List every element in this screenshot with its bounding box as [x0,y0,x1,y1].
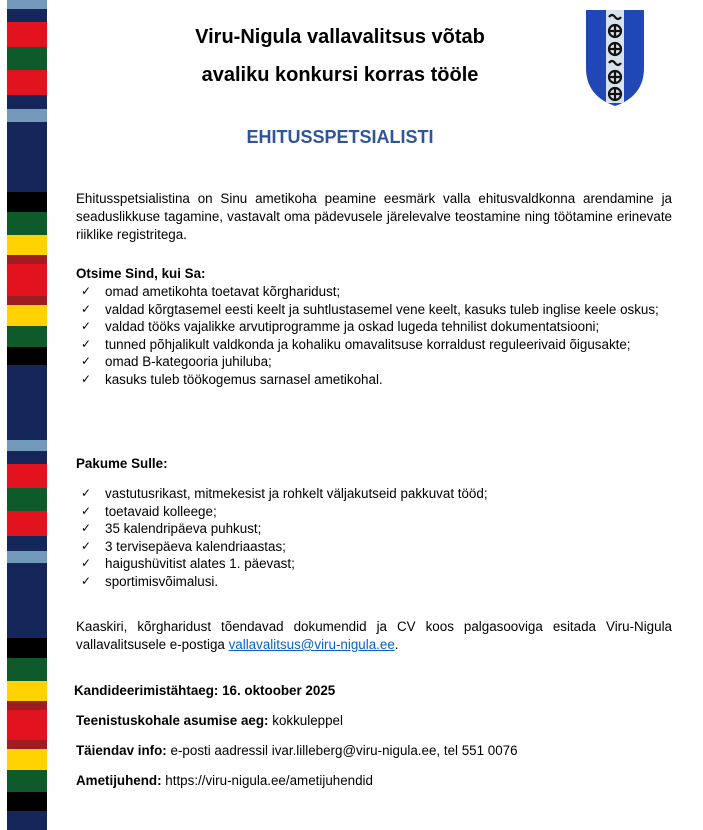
checkmark-icon: ✓ [81,573,92,588]
checkmark-icon: ✓ [81,336,92,351]
info-row: Täiendav info: e-posti aadressil ivar.lilleberg@viru-nigula.ee, tel 551 0076 [76,743,518,758]
stripe-band-lightblue [7,109,47,122]
checkmark-icon: ✓ [81,521,92,536]
stripe-band-red [7,22,47,47]
offer-heading: Pakume Sulle: [76,456,168,471]
stripe-band-yellow [7,305,47,326]
stripe-band-darkred [7,740,47,749]
checkmark-icon: ✓ [81,354,92,369]
stripe-band-black [7,192,47,212]
list-item: ✓ 35 kalendripäeva puhkust; [81,521,262,537]
stripe-band-lightblue [7,0,47,9]
stripe-band-red [7,464,47,488]
stripe-band-darkred [7,296,47,305]
stripe-band-black [7,347,47,365]
stripe-band-green [7,326,47,347]
job-description-row: Ametijuhend: https://viru-nigula.ee/ametijuhendid [76,773,373,788]
email-link[interactable]: vallavalitsus@viru-nigula.ee [228,637,395,652]
stripe-band-navy [7,536,47,551]
stripe-band-navy [7,563,47,638]
list-item: ✓ valdad kõrgtasemel eesti keelt ja suhtlustasemel vene keelt, kasuks tuleb inglise keele oskus; [81,301,659,317]
start-row: Teenistuskohale asumise aeg: kokkuleppel [76,713,343,728]
stripe-band-red [7,511,47,536]
deadline-row: Kandideerimistähtaeg: 16. oktoober 2025 [74,683,336,698]
checkmark-icon: ✓ [81,538,92,553]
stripe-band-navy [7,122,47,192]
stripe-band-darkred [7,255,47,264]
stripe-band-navy [7,811,47,830]
stripe-band-black [7,638,47,658]
coat-of-arms-icon [584,8,646,108]
checkmark-icon: ✓ [81,301,92,316]
intro-paragraph: Ehitusspetsialistina on Sinu ametikoha peamine eesmärk valla ehitusvaldkonna arendamine ja seaduslikkuse tagamine, vastavalt oma pädevusele järelevalve teostamine ning töötamine erinevate riiklike registritega. [76,191,672,242]
info-value: e-posti aadressil ivar.lilleberg@viru-nigula.ee, tel 551 0076 [170,743,518,758]
stripe-band-red [7,710,47,740]
requirements-heading: Otsime Sind, kui Sa: [76,266,206,281]
stripe-band-green [7,47,47,70]
page-title-line-2: avaliku konkursi korras tööle [201,64,479,86]
offer-list [76,485,672,591]
list-item: ✓ omad ametikohta toetavat kõrgharidust; [81,284,341,299]
stripe-band-lightblue [7,440,47,451]
checkmark-icon: ✓ [81,319,92,334]
application-paragraph: Kaaskiri, kõrgharidust tõendavad dokumendid ja CV koos palgasooviga esitada Viru-Nigula vallavalitsusele e-postiga vallavalitsus@viru-nigula.ee. [76,619,672,652]
list-item: ✓ vastutusrikast, mitmekesist ja rohkelt väljakutseid pakkuvat tööd; [81,486,488,501]
list-item: ✓ 3 tervisepäeva kalendriaastas; [81,538,286,554]
checkmark-icon: ✓ [81,503,92,518]
list-item: ✓ toetavaid kolleege; [81,503,217,519]
stripe-band-green [7,488,47,511]
list-item: ✓ sportimisvõimalusi. [81,573,219,589]
stripe-band-red [7,70,47,95]
stripe-band-navy [7,95,47,109]
position-title: EHITUSSPETSIALISTI [246,127,434,147]
page-title-line-1: Viru-Nigula vallavalitsus võtab [195,26,485,48]
checkmark-icon: ✓ [81,556,92,571]
stripe-band-yellow [7,681,47,701]
stripe-band-yellow [7,235,47,255]
checkmark-icon: ✓ [81,371,92,386]
start-value: kokkuleppel [272,713,343,728]
stripe-band-navy [7,9,47,22]
checkmark-icon: ✓ [81,486,92,500]
stripe-band-darkred [7,701,47,710]
list-item: ✓ kasuks tuleb töökogemus sarnasel ametikohal. [81,371,383,387]
list-item: ✓ tunned põhjalikult valdkonda ja kohaliku omavalitsuse korraldust reguleerivaid õigusakte; [81,336,631,352]
requirements-list [76,283,672,389]
stripe-band-green [7,212,47,235]
deadline-value: 16. oktoober 2025 [222,683,336,698]
stripe-band-green [7,658,47,681]
stripe-band-green [7,770,47,792]
stripe-band-navy [7,451,47,464]
stripe-band-red [7,264,47,296]
decorative-flag-stripe [7,0,47,830]
stripe-band-navy [7,365,47,440]
stripe-band-yellow [7,749,47,770]
list-item: ✓ haigushüvitist alates 1. päevast; [81,556,295,572]
checkmark-icon: ✓ [81,284,92,298]
list-item: ✓ omad B-kategooria juhiluba; [81,354,272,370]
stripe-band-black [7,792,47,811]
stripe-band-lightblue [7,551,47,563]
job-description-url[interactable]: https://viru-nigula.ee/ametijuhendid [165,773,373,788]
list-item: ✓ valdad tööks vajalikke arvutiprogramme ja oskad lugeda tehnilist dokumentatsiooni; [81,319,600,335]
